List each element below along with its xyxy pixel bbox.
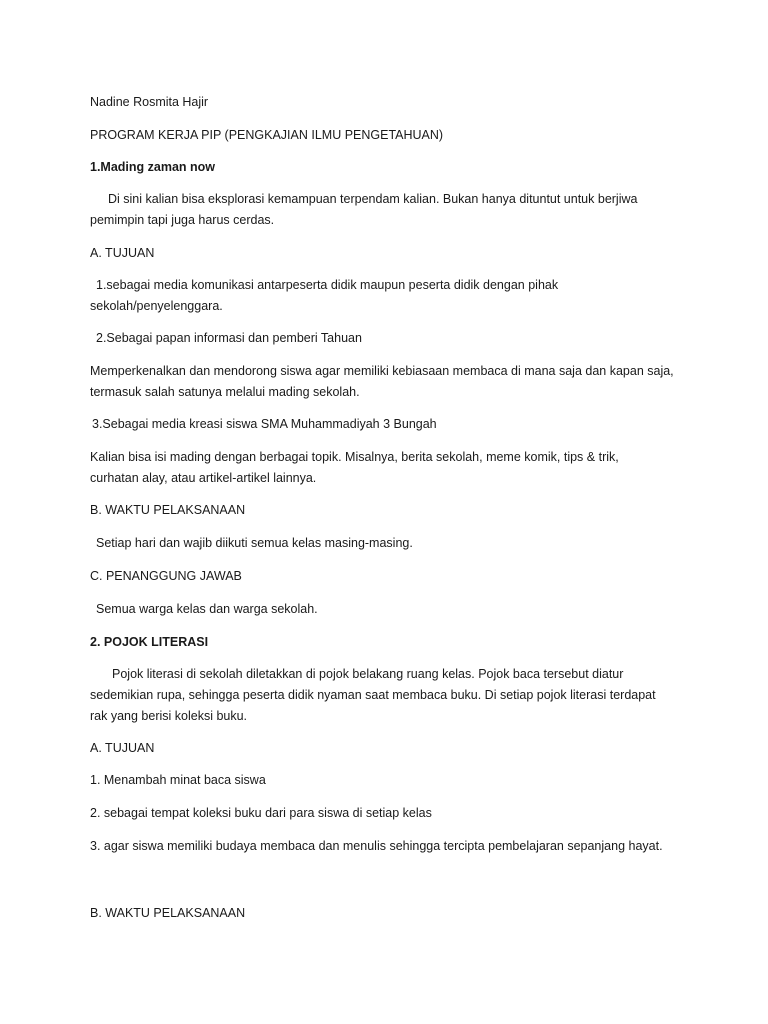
section1-goal2-text: 2.Sebagai papan informasi dan pemberi Tahuan	[96, 331, 362, 345]
section2-tujuan-heading: A. TUJUAN	[90, 741, 155, 755]
section2-goal2: 2. sebagai tempat koleksi buku dari para siswa di setiap kelas	[90, 806, 432, 820]
section1-goal2-desc-line2: termasuk salah satunya melalui mading sekolah.	[90, 385, 360, 399]
section2-waktu-heading: B. WAKTU PELAKSANAAN	[90, 906, 246, 920]
section1-goal1	[90, 275, 690, 317]
section1-goal2	[90, 328, 690, 349]
section2-intro-line1: Pojok literasi di sekolah diletakkan di pojok belakang ruang kelas. Pojok baca tersebut diatur	[112, 667, 624, 681]
section2-goal1: 1. Menambah minat baca siswa	[90, 773, 266, 787]
section1-goal3-desc-line1: Kalian bisa isi mading dengan berbagai topik. Misalnya, berita sekolah, meme komik, tips & trik,	[90, 450, 619, 464]
section1-waktu-text-line: Setiap hari dan wajib diikuti semua kelas masing-masing.	[96, 536, 413, 550]
section1-tujuan-heading: A. TUJUAN	[90, 246, 155, 260]
section1-pj-heading: C. PENANGGUNG JAWAB	[90, 569, 242, 583]
program-title: PROGRAM KERJA PIP (PENGKAJIAN ILMU PENGETAHUAN)	[90, 128, 444, 142]
section2-intro-line2: sedemikian rupa, sehingga peserta didik nyaman saat membaca buku. Di setiap pojok literasi terdapat	[90, 688, 656, 702]
section1-goal2-desc	[90, 361, 690, 403]
section1-pj-text-line: Semua warga kelas dan warga sekolah.	[96, 602, 318, 616]
section2-intro-line3: rak yang berisi koleksi buku.	[90, 709, 248, 723]
section2-heading: 2. POJOK LITERASI	[90, 635, 209, 649]
section1-intro-line1: Di sini kalian bisa eksplorasi kemampuan terpendam kalian. Bukan hanya dituntut untuk berjiwa	[108, 192, 638, 206]
section1-goal3	[90, 414, 690, 435]
section1-heading: 1.Mading zaman now	[90, 160, 216, 174]
section1-pj-text	[90, 599, 690, 620]
author-name: Nadine Rosmita Hajir	[90, 95, 209, 109]
section1-goal2-desc-line1: Memperkenalkan dan mendorong siswa agar memiliki kebiasaan membaca di mana saja dan kapan saja,	[90, 364, 674, 378]
section2-goal3: 3. agar siswa memiliki budaya membaca dan menulis sehingga tercipta pembelajaran sepanjang hayat.	[90, 839, 663, 853]
section1-intro-line2: pemimpin tapi juga harus cerdas.	[90, 213, 275, 227]
section1-waktu-text	[90, 533, 690, 554]
section2-intro	[90, 664, 690, 727]
section1-goal1-line1: 1.sebagai media komunikasi antarpeserta didik maupun peserta didik dengan pihak	[96, 278, 559, 292]
section1-intro	[90, 189, 690, 231]
section1-goal3-desc	[90, 447, 690, 489]
section1-goal3-text: 3.Sebagai media kreasi siswa SMA Muhammadiyah 3 Bungah	[92, 417, 437, 431]
section1-goal3-desc-line2: curhatan alay, atau artikel-artikel lainnya.	[90, 471, 317, 485]
section1-goal1-line2: sekolah/penyelenggara.	[90, 299, 223, 313]
section1-waktu-heading: B. WAKTU PELAKSANAAN	[90, 503, 246, 517]
